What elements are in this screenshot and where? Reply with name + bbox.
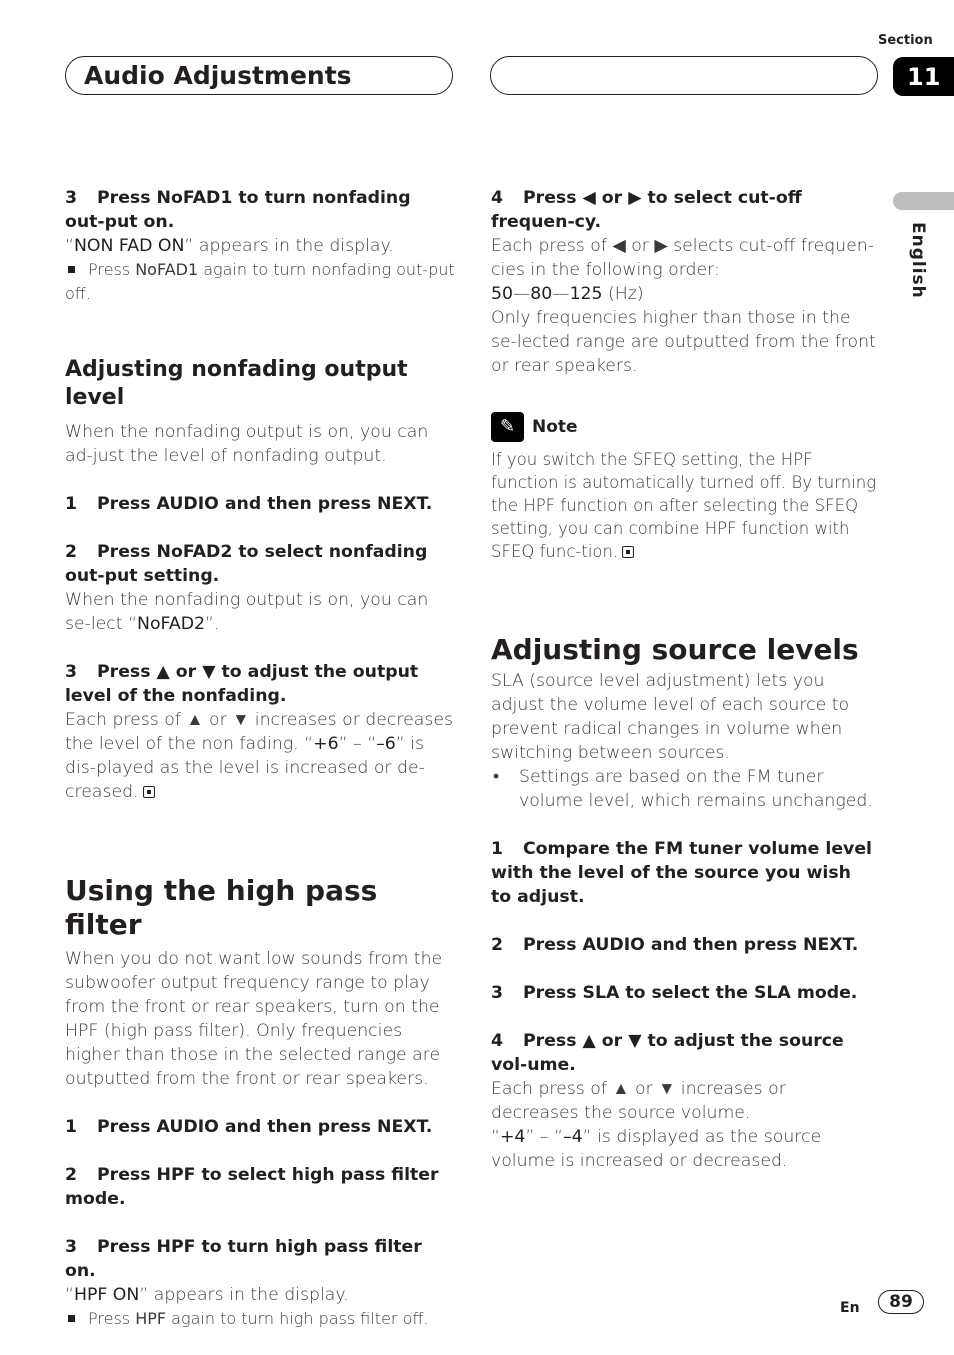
note-text: If you switch the SFEQ setting, the HPF function is automatically turned off. By turning the HPF function on after selecting the SFEQ setting, you can combine HPF function with SFEQ func-tion. — [491, 450, 877, 561]
sla-step-1: 1 Compare the FM tuner volume level with the level of the source you wish to adjust. — [491, 839, 872, 907]
heading-high-pass-filter: Using the high pass filter — [65, 874, 378, 941]
subhead-nonfading-level: Adjusting nonfading output level — [65, 357, 408, 410]
note-heading — [491, 412, 877, 442]
note-label: Note — [532, 417, 578, 437]
sla-intro: SLA (source level adjustment) lets you adjust the volume level of each source to prevent radical changes in volume when switching between sources. — [491, 671, 850, 763]
sla-range-text: “+4” – “–4” is displayed as the source volume is increased or decreased. — [491, 1127, 822, 1171]
sla-bullet: • Settings are based on the FM tuner volume level, which remains unchanged. — [493, 767, 873, 811]
hpf-step-3: 3 Press HPF to turn high pass filter on. — [65, 1237, 422, 1281]
cutoff-step-4-body: Each press of ◀ or ▶ selects cut-off frequen-cies in the following order: — [491, 236, 874, 280]
hpf-intro: When you do not want low sounds from the subwoofer output frequency range to play from the front or rear speakers, turn on the HPF (high pass filter). Only frequencies higher than those in the selected range are outputted from the front or rear speakers. — [65, 949, 443, 1089]
cutoff-step-4: 4 Press ◀ or ▶ to select cut-off frequen-cy. — [491, 188, 802, 232]
hpf-display-text: “HPF ON” appears in the display. — [65, 1285, 349, 1305]
header-blank-pill — [490, 56, 878, 95]
hpf-step-1: 1 Press AUDIO and then press NEXT. — [65, 1117, 433, 1137]
sla-step-4: 4 Press ▲ or ▼ to adjust the source vol-ume. — [491, 1031, 844, 1075]
end-mark-icon — [143, 786, 155, 798]
left-column — [65, 186, 455, 1331]
note-pencil-icon: ✎ — [491, 412, 524, 442]
hpf-step-2: 2 Press HPF to select high pass filter mode. — [65, 1165, 439, 1209]
section-number: 11 — [893, 57, 954, 96]
nonfading-intro: When the nonfading output is on, you can ad-just the level of nonfading output. — [65, 422, 429, 466]
nonfading-step-2: 2 Press NoFAD2 to select nonfading out-put setting. — [65, 542, 428, 586]
page-number: 89 — [878, 1290, 924, 1314]
nonfading-step-2-body: When the nonfading output is on, you can se-lect “NoFAD2”. — [65, 590, 429, 634]
hpf-off-note: Press HPF again to turn high pass filter off. — [65, 1307, 455, 1331]
heading-source-levels: Adjusting source levels — [491, 633, 859, 666]
nonfading-step-3: 3 Press ▲ or ▼ to adjust the output level of the nonfading. — [65, 662, 419, 706]
step-nofad1: 3 Press NoFAD1 to turn nonfading out-put on. — [65, 188, 411, 232]
end-mark-icon — [622, 546, 634, 558]
nofad1-off-note: Press NoFAD1 again to turn nonfading out-put off. — [65, 260, 455, 303]
nofad1-display-text: “NON FAD ON” appears in the display. — [65, 236, 394, 256]
cutoff-frequencies: 50—80—125 (Hz) — [491, 284, 644, 304]
nonfading-step-1: 1 Press AUDIO and then press NEXT. — [65, 494, 433, 514]
sla-step-2: 2 Press AUDIO and then press NEXT. — [491, 935, 859, 955]
cutoff-step-4-body-2: Only frequencies higher than those in the se-lected range are outputted from the front or rear speakers. — [491, 308, 876, 376]
section-label: Section — [878, 33, 933, 48]
sla-step-4-body: Each press of ▲ or ▼ increases or decreases the source volume. — [491, 1079, 786, 1123]
page-title: Audio Adjustments — [65, 56, 453, 95]
nonfading-step-3-body: Each press of ▲ or ▼ increases or decreases the level of the non fading. “+6” – “–6” is dis-played as the level is increased or de-creased. — [65, 710, 453, 802]
language-label: English — [908, 222, 928, 299]
language-tab — [893, 192, 954, 210]
right-column — [491, 186, 877, 1173]
footer-language: En — [840, 1300, 860, 1316]
sla-step-3: 3 Press SLA to select the SLA mode. — [491, 983, 858, 1003]
